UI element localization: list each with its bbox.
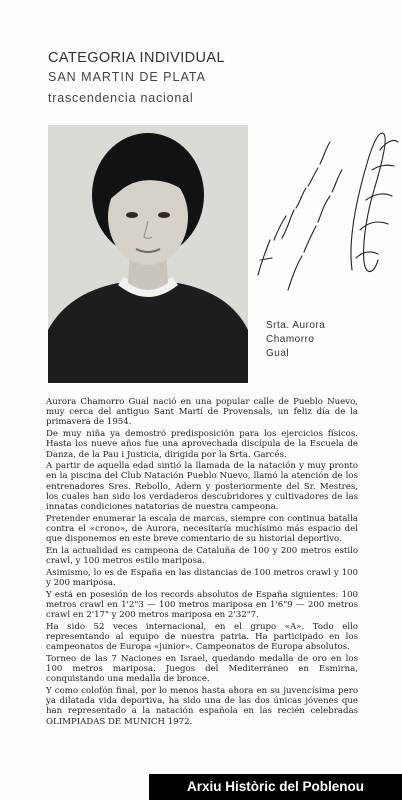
biography-text (46, 397, 358, 728)
paragraph: Ha sido 52 veces internacional, en el grupo «A». Todo ello representando al equipo de nuestra patria. Ha participado en los campeonatos de Europa «junior». Campeonatos de Europa absolutos. (46, 621, 358, 653)
paragraph: En la actualidad es campeona de Cataluña de 100 y 200 metros estilo crawl, y 100 metros estilo mariposa. (46, 545, 358, 567)
portrait-illustration (48, 125, 248, 383)
award-scope: trascendencia nacional (48, 91, 194, 105)
photo-caption (266, 319, 325, 361)
archive-watermark-label: Arxiu Històric del Poblenou (149, 774, 402, 800)
paragraph: Pretender enumerar la escala de marcas, siempre con continua batalla contra el «crono», de Aurora, necesitaría muchísimo más espacio del que disponemos en este breve comentario de su historial deportivo. (46, 513, 358, 545)
paragraph: Y está en posesión de los records absolutos de España siguientes: 100 metros crawl en 1'2"3 — 100 metros mariposa en 1'6"9 — 200 metros crawl en 2'17" y 200 metros mariposa en 2'32"7. (46, 589, 358, 621)
award-subtitle: SAN MARTIN DE PLATA (48, 70, 206, 84)
caption-line: Gual (266, 348, 290, 359)
portrait-photo (48, 125, 248, 383)
paragraph: De muy niña ya demostró predisposición para los ejercicios físicos. Hasta los nueve años fue una aprovechada discípula de la Escuela de Danza, de la Pau i Justicia, dirigida por la Srta. Garcés. (46, 429, 358, 460)
paragraph: A partir de aquella edad sintió la llamada de la natación y muy pronto en la piscina del Club Natación Pueblo Nuevo, llamó la atención de los entrenadores Sres. Rebollo, Adern y posteriormente del Sr. Mestres, los cuales han sido los verdaderos descubridores y cultivadores de las innatas condiciones natatorias de nuestra campeona. (46, 461, 358, 513)
paragraph: Y como colofón final, por lo menos hasta ahora en su juvencísima pero ya dilatada vida deportiva, ha sido una de las dos únicas jóvenes que han representado a la natación española en las recién celebradas OLIMPIADAS DE MUNICH 1972. (46, 685, 358, 727)
handwritten-signature (248, 90, 402, 305)
paragraph: Asimismo, lo es de España en las distancias de 100 metros crawl y 100 y 200 mariposa. (46, 567, 358, 588)
category-title: CATEGORIA INDIVIDUAL (48, 50, 225, 66)
caption-line: Chamorro (266, 334, 315, 345)
paragraph: Torneo de las 7 Naciones en Israel, quedando medalla de oro en los 100 metros mariposa. Juegos del Mediterráneo en Esmirna, conquistando una medalla de bronce. (46, 653, 358, 685)
caption-line: Srta. Aurora (266, 320, 326, 331)
paragraph: Aurora Chamorro Gual nació en una popular calle de Pueblo Nuevo, muy cerca del antiguo Sant Martí de Provensals, un feliz día de la primavera de 1954. (46, 397, 358, 428)
